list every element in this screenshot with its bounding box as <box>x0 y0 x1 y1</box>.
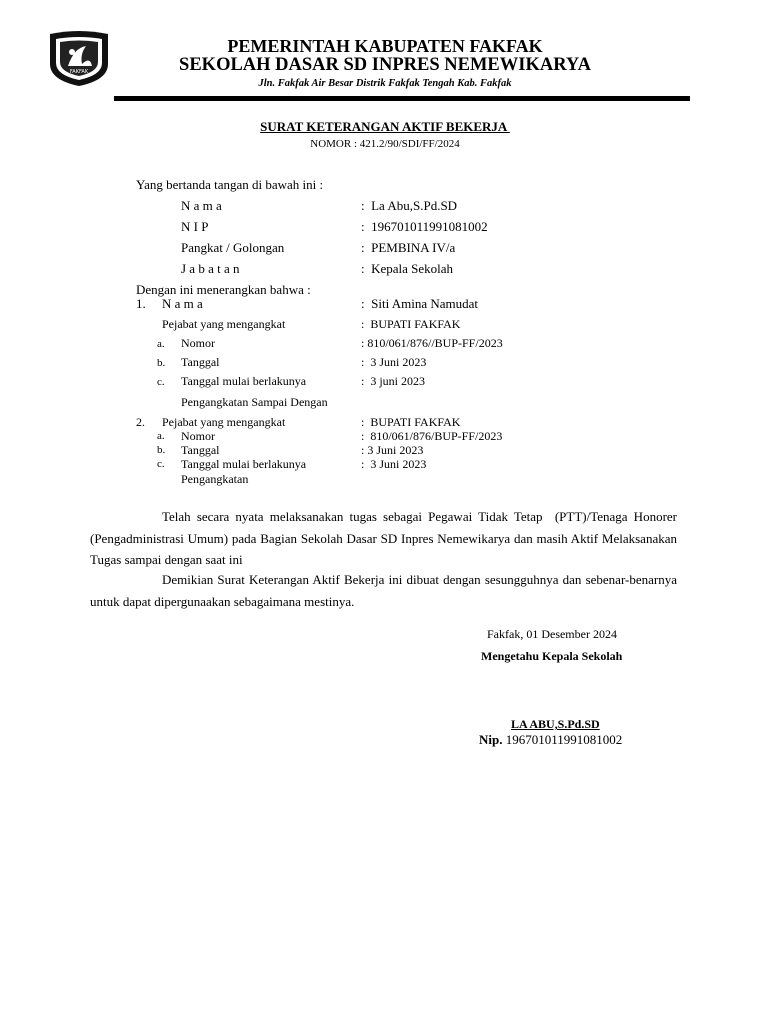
body-paragraph-1: Telah secara nyata melaksanakan tugas sebagai Pegawai Tidak Tetap (PTT)/Tenaga Honorer (Pengadministrasi Umum) pada Bagian Sekolah Dasar SD Inpres Nemewikarya dan masih Aktif Melaksanakan Tugas sampai dengan saat ini <box>90 509 681 567</box>
employee-label-nama: N a m a <box>162 296 203 311</box>
header-school: SEKOLAH DASAR SD INPRES NEMEWIKARYA <box>179 55 591 75</box>
place-date: Fakfak, 01 Desember 2024 <box>487 627 617 641</box>
header-address: Jln. Fakfak Air Besar Distrik Fakfak Tengah Kab. Fakfak <box>258 78 512 89</box>
signer-label-nip: N I P <box>181 219 209 234</box>
second-value-tanggal: : 3 Juni 2023 <box>361 443 424 457</box>
second-label-nomor: Nomor <box>181 429 215 443</box>
employee-value-mulai: : 3 juni 2023 <box>361 374 426 388</box>
signer-value-nama: : La Abu,S.Pd.SD <box>361 198 458 213</box>
signer-value-nip: : 196701011991081002 <box>361 219 488 234</box>
employee-sampai-dengan: Pengangkatan Sampai Dengan <box>181 395 328 409</box>
employee-value-tanggal: : 3 Juni 2023 <box>361 355 427 369</box>
second-value-pejabat: : BUPATI FAKFAK <box>361 415 461 429</box>
item-number-1: 1. <box>136 296 146 311</box>
signer-role: Mengetahu Kepala Sekolah <box>481 649 623 663</box>
employee-label-tanggal: Tanggal <box>181 355 220 369</box>
signer-label-jabatan: J a b a t a n <box>181 261 240 276</box>
employee-value-nama: : Siti Amina Namudat <box>361 296 478 311</box>
letter-title: SURAT KETERANGAN AKTIF BEKERJA <box>260 119 510 134</box>
signer-name: LA ABU,S.Pd.SD <box>511 717 600 731</box>
list-marker-c: c. <box>157 376 165 388</box>
second-label-pejabat: Pejabat yang mengangkat <box>162 415 286 429</box>
second-value-nomor: : 810/061/876/BUP-FF/2023 <box>361 429 503 443</box>
employee-label-pejabat: Pejabat yang mengangkat <box>162 317 286 331</box>
employee-label-nomor: Nomor <box>181 336 215 350</box>
letter-number: NOMOR : 421.2/90/SDI/FF/2024 <box>310 138 460 150</box>
second-value-mulai: : 3 Juni 2023 <box>361 457 427 471</box>
item-number-2: 2. <box>136 415 145 429</box>
signer-value-jabatan: : Kepala Sekolah <box>361 261 454 276</box>
second-marker-c: c. <box>157 458 165 470</box>
signer-value-pangkat: : PEMBINA IV/a <box>361 240 456 255</box>
employee-label-mulai: Tanggal mulai berlakunya <box>181 374 307 388</box>
nip-label: Nip. <box>479 732 503 747</box>
signer-label-nama: N a m a <box>181 198 222 213</box>
employee-value-pejabat: : BUPATI FAKFAK <box>361 317 461 331</box>
list-marker-b: b. <box>157 357 166 369</box>
intro-text: Yang bertanda tangan di bawah ini : <box>136 177 324 192</box>
employee-value-nomor: : 810/061/876//BUP-FF/2023 <box>361 336 503 350</box>
second-label-pengangkatan: Pengangkatan <box>181 472 249 486</box>
signer-nip <box>479 732 622 748</box>
header-government: PEMERINTAH KABUPATEN FAKFAK <box>227 36 543 56</box>
second-label-tanggal: Tanggal <box>181 443 220 457</box>
header-divider <box>114 96 690 101</box>
second-label-mulai: Tanggal mulai berlakunya <box>181 457 307 471</box>
second-marker-a: a. <box>157 430 165 442</box>
regency-logo <box>46 30 112 88</box>
svg-text:FAKFAK: FAKFAK <box>69 69 89 75</box>
statement-text: Dengan ini menerangkan bahwa : <box>136 282 311 297</box>
signer-label-pangkat: Pangkat / Golongan <box>181 240 285 255</box>
body-paragraph-2: Demikian Surat Keterangan Aktif Bekerja ini dibuat dengan sesungguhnya dan sebenar-benarnya untuk dapat dipergunaakan sebagaimana mestinya. <box>90 572 677 609</box>
list-marker-a: a. <box>157 338 165 350</box>
nip-value: 196701011991081002 <box>502 732 623 747</box>
second-marker-b: b. <box>157 444 166 456</box>
